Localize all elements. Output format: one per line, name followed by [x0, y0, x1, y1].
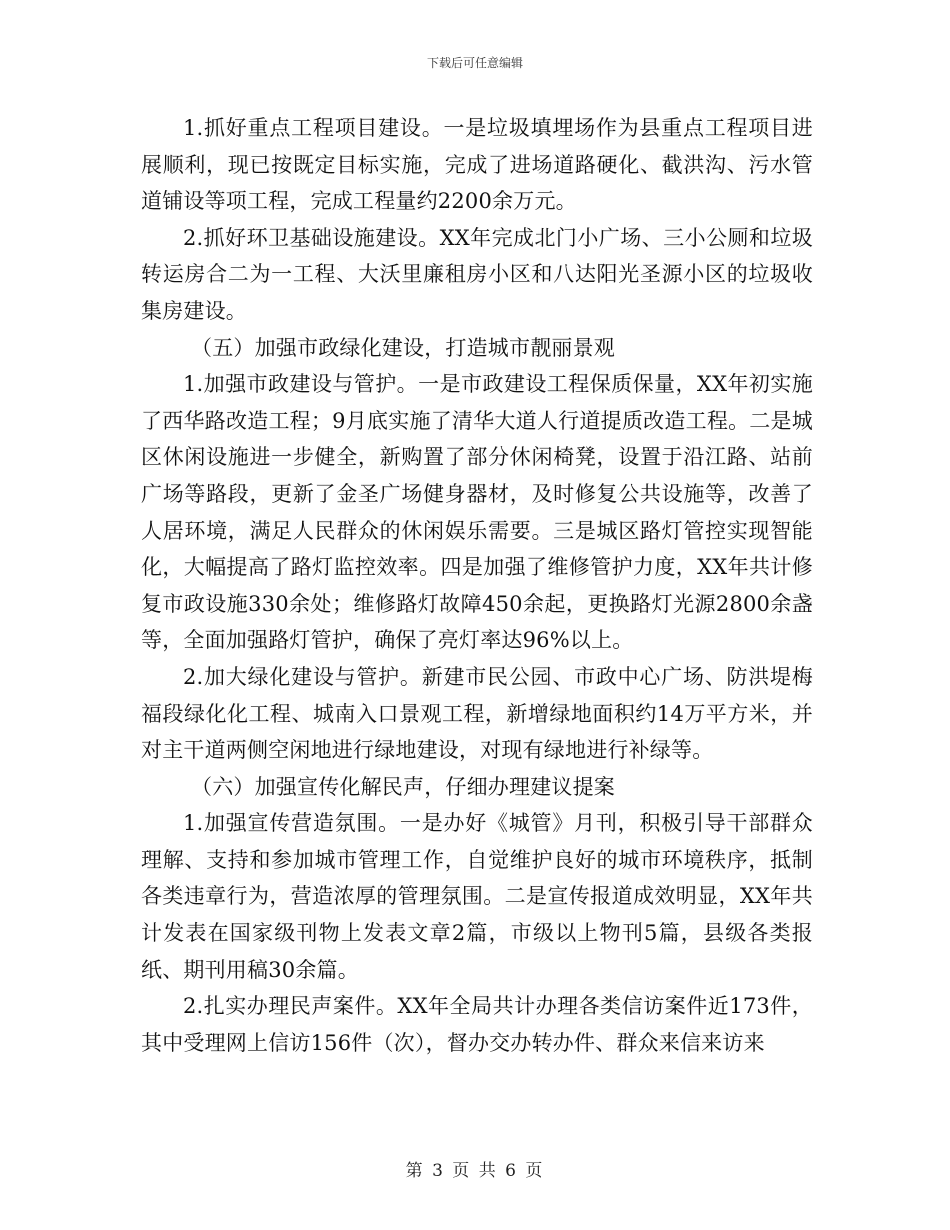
paragraph: 2.抓好环卫基础设施建设。XX年完成北门小广场、三小公厕和垃圾转运房合二为一工程、大沃里廉租房小区和八达阳光圣源小区的垃圾收集房建设。	[141, 225, 813, 323]
paragraph: 1.加强宣传营造氛围。一是办好《城管》月刊，积极引导干部群众理解、支持和参加城市管理工作，自觉维护良好的城市环境秩序，抵制各类违章行为，营造浓厚的管理氛围。二是宣传报道成效明显，XX年共计发表在国家级刊物上发表文章2篇，市级以上物刊5篇，县级各类报纸、期刊用稿30余篇。	[141, 811, 813, 982]
section-heading: （六）加强宣传化解民声，仔细办理建议提案	[191, 774, 615, 799]
page-header: 下载后可任意编辑	[426, 56, 523, 70]
paragraph: 2.加大绿化建设与管护。新建市民公园、市政中心广场、防洪堤梅福段绿化化工程、城南入口景观工程，新增绿地面积约14万平方米，并对主干道两侧空闲地进行绿地建设，对现有绿地进行补绿等。	[141, 664, 813, 763]
paragraph: 1.抓好重点工程项目建设。一是垃圾填埋场作为县重点工程项目进展顺利，现已按既定目标实施，完成了进场道路硬化、截洪沟、污水管道铺设等项工程，完成工程量约2200余万元。	[141, 116, 813, 214]
page-footer: 第 3 页 共 6 页	[405, 1161, 545, 1181]
paragraph: 2.扎实办理民声案件。XX年全局共计办理各类信访案件近173件，其中受理网上信访156件（次），督办交办转办件、群众来信来访来	[141, 994, 813, 1055]
document-body	[141, 110, 813, 1061]
paragraph: 1.加强市政建设与管护。一是市政建设工程保质保量，XX年初实施了西华路改造工程；9月底实施了清华大道人行道提质改造工程。二是城区休闲设施进一步健全，新购置了部分休闲椅凳，设置于沿江路、站前广场等路段，更新了金圣广场健身器材，及时修复公共设施等，改善了人居环境，满足人民群众的休闲娱乐需要。三是城区路灯管控实现智能化，大幅提高了路灯监控效率。四是加强了维修管护力度，XX年共计修复市政设施330余处；维修路灯故障450余起，更换路灯光源2800余盏等，全面加强路灯管护，确保了亮灯率达96%以上。	[141, 372, 813, 653]
section-heading: （五）加强市政绿化建设，打造城市靓丽景观	[191, 335, 615, 360]
